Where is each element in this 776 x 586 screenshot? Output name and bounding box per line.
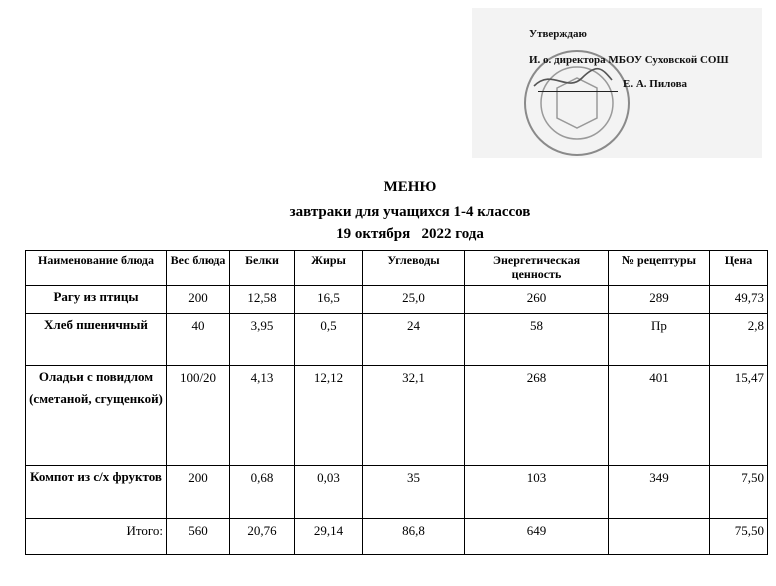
- table-header-row: [26, 251, 768, 286]
- dish-carbs: 32,1: [363, 366, 465, 466]
- total-row: [26, 519, 768, 555]
- dish-recipe: 349: [609, 466, 710, 519]
- dish-energy: 103: [465, 466, 609, 519]
- dish-protein: 4,13: [230, 366, 295, 466]
- stamp-seal-icon: [472, 8, 762, 158]
- menu-table: [25, 250, 768, 555]
- column-header: Наименование блюда: [26, 251, 167, 286]
- approval-signer: Е. А. Пилова: [623, 78, 688, 90]
- table-row: [26, 314, 768, 366]
- dish-recipe: 289: [609, 286, 710, 314]
- approval-approved-label: Утверждаю: [529, 28, 587, 40]
- dish-weight: 100/20: [167, 366, 230, 466]
- total-recipe: [609, 519, 710, 555]
- page-subtitle: завтраки для учащихся 1-4 классов: [289, 204, 531, 220]
- dish-carbs: 35: [363, 466, 465, 519]
- dish-energy: 260: [465, 286, 609, 314]
- dish-fat: 12,12: [295, 366, 363, 466]
- column-header: № рецептуры: [609, 251, 710, 286]
- dish-price: 15,47: [710, 366, 768, 466]
- column-header: Энергетическая ценность: [465, 251, 609, 286]
- dish-fat: 0,5: [295, 314, 363, 366]
- dish-price: 7,50: [710, 466, 768, 519]
- column-header: Жиры: [295, 251, 363, 286]
- dish-energy: 268: [465, 366, 609, 466]
- column-header: Вес блюда: [167, 251, 230, 286]
- page-title: МЕНЮ: [383, 179, 437, 195]
- dish-name: Хлеб пшеничный: [26, 314, 167, 366]
- total-energy: 649: [465, 519, 609, 555]
- dish-recipe: Пр: [609, 314, 710, 366]
- dish-protein: 3,95: [230, 314, 295, 366]
- dish-protein: 0,68: [230, 466, 295, 519]
- dish-carbs: 25,0: [363, 286, 465, 314]
- dish-carbs: 24: [363, 314, 465, 366]
- table-row: [26, 466, 768, 519]
- total-protein: 20,76: [230, 519, 295, 555]
- dish-name: Рагу из птицы: [26, 286, 167, 314]
- dish-recipe: 401: [609, 366, 710, 466]
- total-weight: 560: [167, 519, 230, 555]
- approval-position: И. о. директора МБОУ Суховской СОШ: [529, 54, 729, 66]
- signature-line: [538, 91, 618, 92]
- total-label: Итого:: [26, 519, 167, 555]
- dish-energy: 58: [465, 314, 609, 366]
- total-fat: 29,14: [295, 519, 363, 555]
- column-header: Белки: [230, 251, 295, 286]
- dish-name: Компот из с/х фруктов: [26, 466, 167, 519]
- table-row: [26, 286, 768, 314]
- table-row: [26, 366, 768, 466]
- dish-fat: 0,03: [295, 466, 363, 519]
- column-header: Цена: [710, 251, 768, 286]
- dish-weight: 40: [167, 314, 230, 366]
- dish-price: 2,8: [710, 314, 768, 366]
- total-price: 75,50: [710, 519, 768, 555]
- dish-price: 49,73: [710, 286, 768, 314]
- dish-name: Оладьи с повидлом (сметаной, сгущенкой): [26, 366, 167, 466]
- approval-block: [472, 8, 762, 158]
- dish-fat: 16,5: [295, 286, 363, 314]
- menu-date: 19 октября 2022 года: [336, 226, 484, 242]
- dish-protein: 12,58: [230, 286, 295, 314]
- dish-weight: 200: [167, 286, 230, 314]
- column-header: Углеводы: [363, 251, 465, 286]
- dish-weight: 200: [167, 466, 230, 519]
- total-carbs: 86,8: [363, 519, 465, 555]
